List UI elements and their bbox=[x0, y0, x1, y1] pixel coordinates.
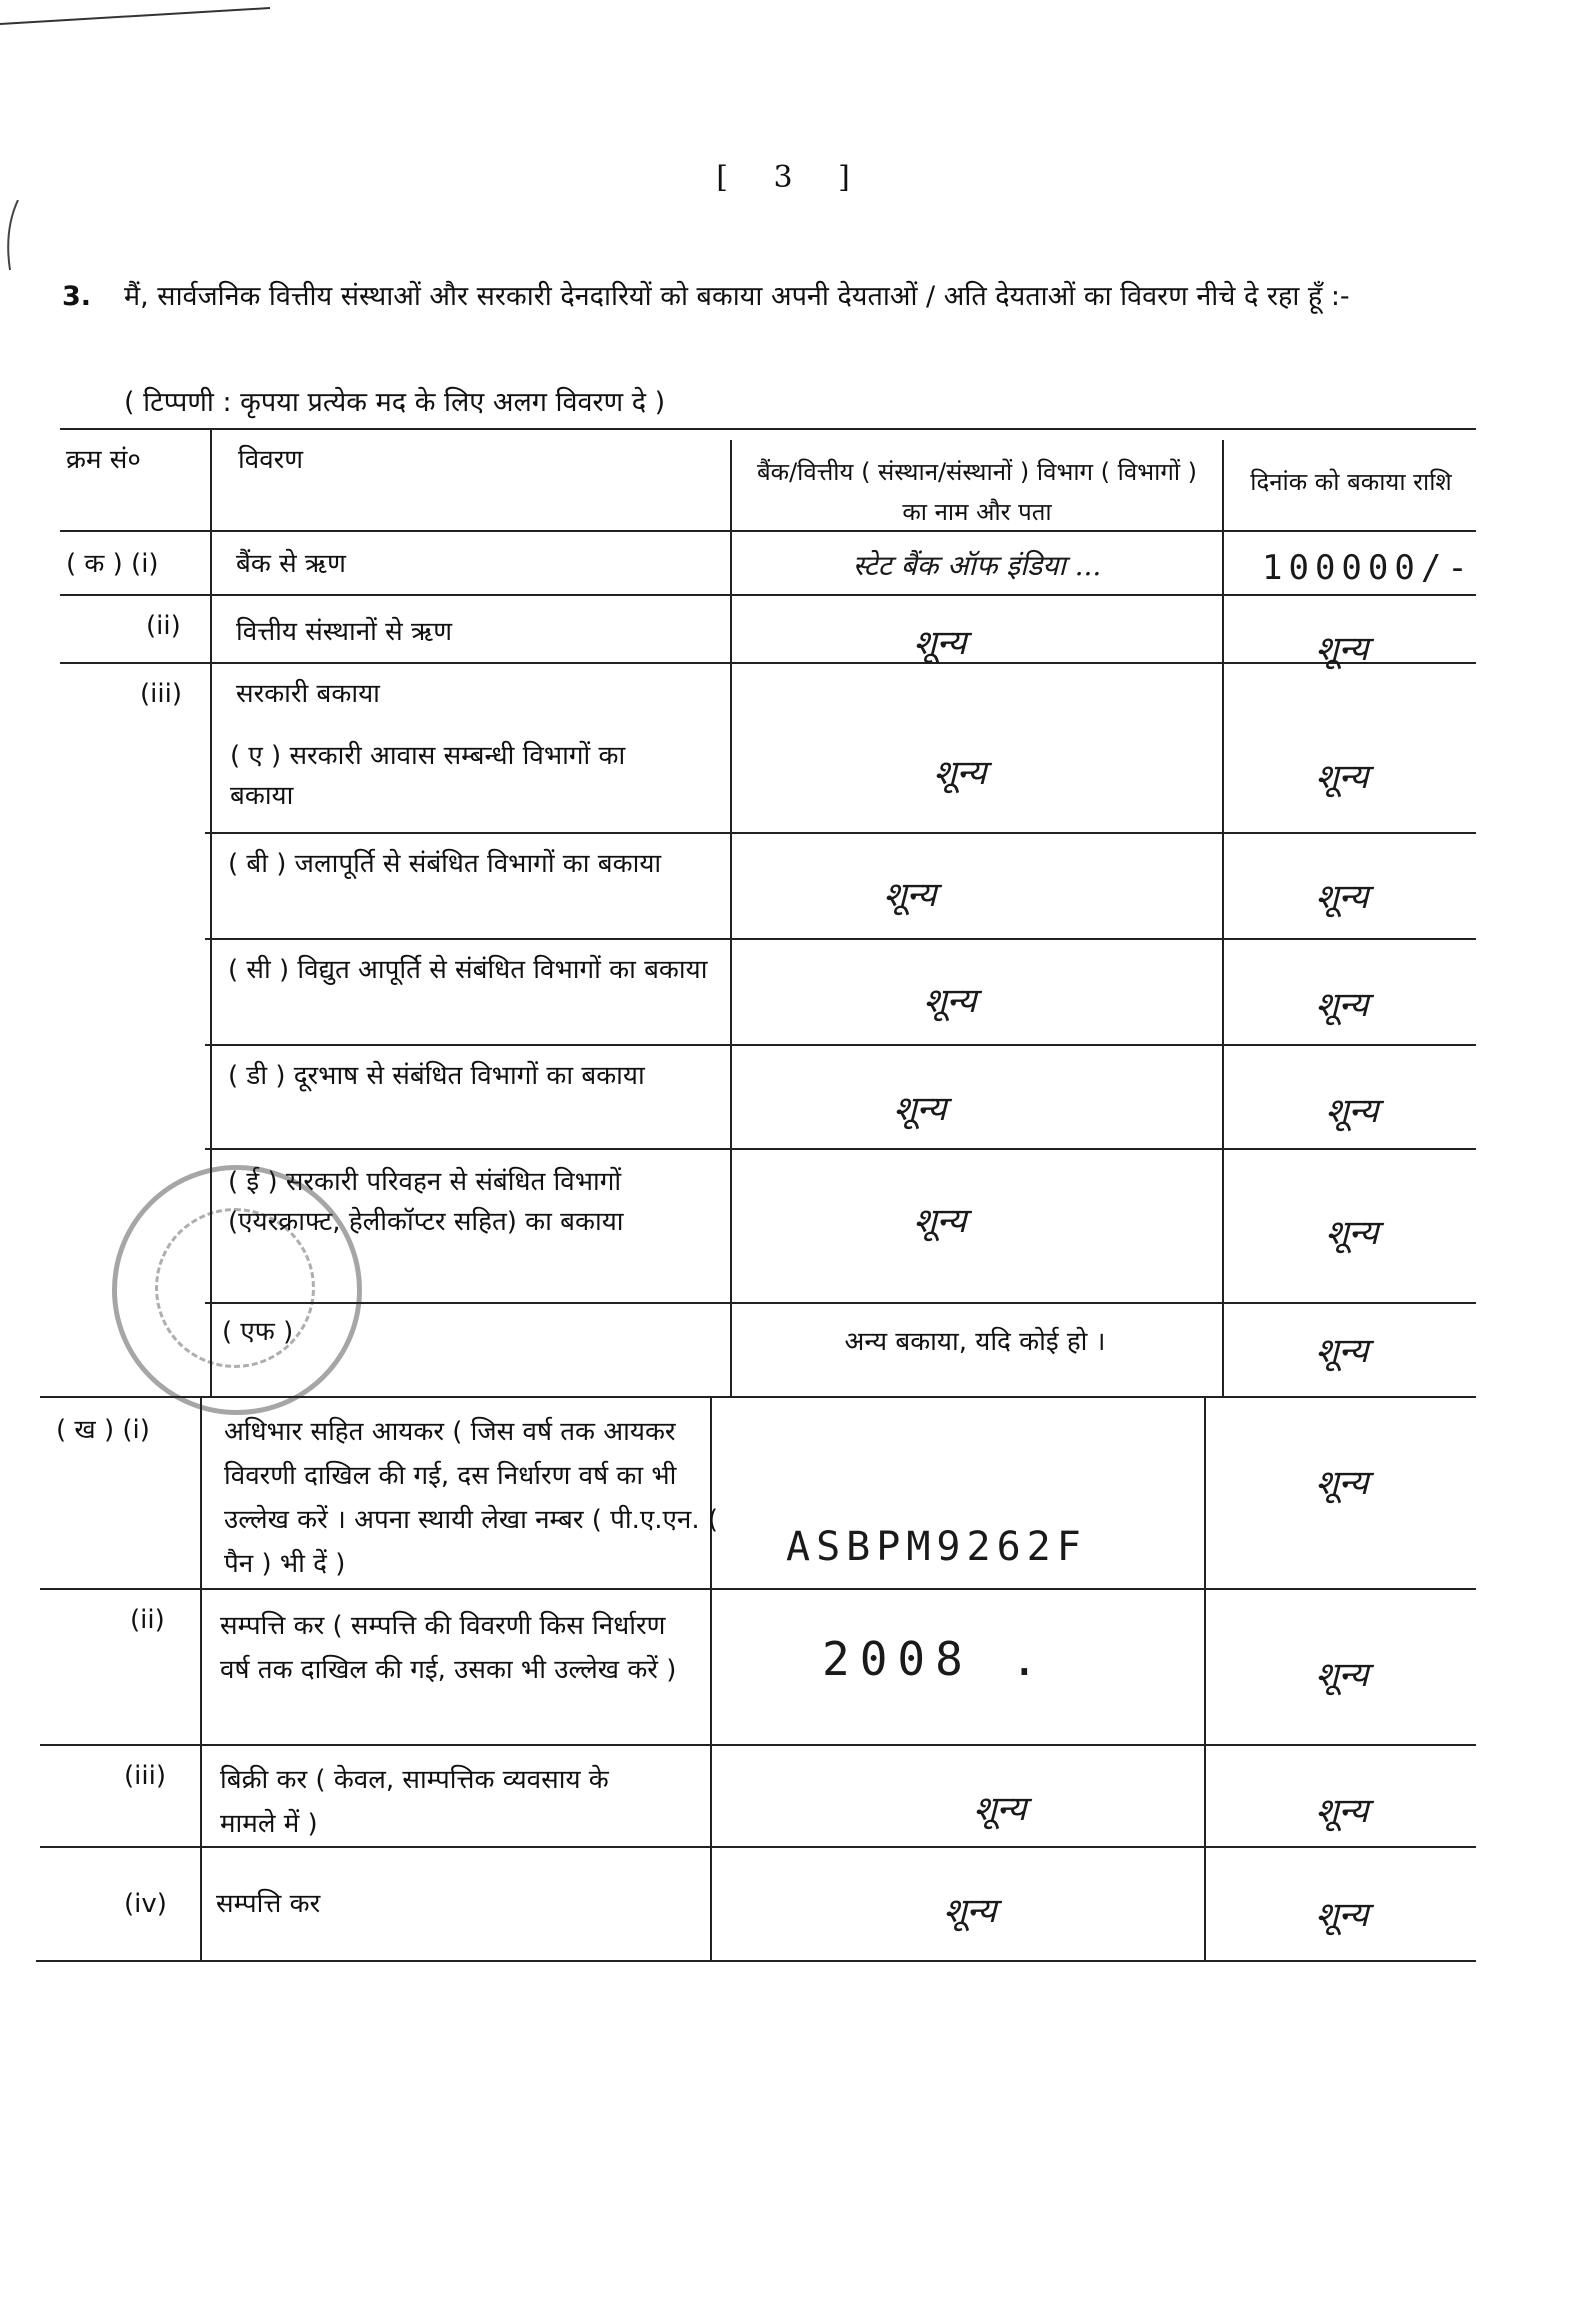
row-sno: (ii) bbox=[130, 1605, 165, 1635]
row-particulars: सम्पत्ति कर ( सम्पत्ति की विवरणी किस निर्धारण वर्ष तक दाखिल की गई, उसका भी उल्लेख करें ) bbox=[220, 1611, 677, 1685]
row-particulars: ( डी ) दूरभाष से संबंधित विभागों का बकाया bbox=[228, 1061, 645, 1091]
row-bank-value: शून्य bbox=[893, 1089, 947, 1129]
row-amount-value: शून्य bbox=[1325, 1091, 1379, 1131]
row-amount-value: शून्य bbox=[1315, 1331, 1369, 1371]
row-particulars: ( बी ) जलापूर्ति से संबंधित विभागों का बकाया bbox=[228, 849, 662, 879]
row-amount-value: शून्य bbox=[1315, 629, 1369, 669]
row-bank-value: अन्य बकाया, यदि कोई हो । bbox=[844, 1327, 1106, 1357]
row-amount-value: शून्य bbox=[1315, 1463, 1369, 1503]
intro-text: मैं, सार्वजनिक वित्तीय संस्थाओं और सरकारी देनदारियों को बकाया अपनी देयताओं / अति देयताओं का विवरण नीचे दे रहा हूँ :- bbox=[124, 281, 1350, 312]
header-particulars: विवरण bbox=[238, 445, 304, 475]
item-number: 3. bbox=[62, 281, 92, 312]
pan-number: ASBPM9262F bbox=[786, 1524, 1087, 1570]
page-number: [ 3 ] bbox=[716, 160, 868, 195]
row-sno: (iii) bbox=[140, 679, 182, 709]
row-bank-value: शून्य bbox=[913, 1201, 967, 1241]
header-amount: दिनांक को बकाया राशि bbox=[1250, 468, 1452, 496]
intro-paragraph bbox=[62, 274, 1502, 320]
row-particulars: वित्तीय संस्थानों से ऋण bbox=[236, 617, 452, 647]
row-bank-value: शून्य bbox=[943, 1891, 997, 1931]
row-sno: ( ख ) (i) bbox=[56, 1415, 150, 1445]
row-amount-value: शून्य bbox=[1315, 757, 1369, 797]
row-amount-value: शून्य bbox=[1315, 1895, 1369, 1935]
row-particulars: बैंक से ऋण bbox=[236, 549, 346, 579]
row-particulars: ( एफ ) bbox=[222, 1317, 294, 1347]
row-amount-value: शून्य bbox=[1315, 1791, 1369, 1831]
row-bank-value: शून्य bbox=[923, 981, 977, 1021]
scan-corner-mark bbox=[0, 0, 280, 40]
scan-edge-mark bbox=[0, 200, 24, 280]
row-amount-value: शून्य bbox=[1315, 877, 1369, 917]
row-amount-value: शून्य bbox=[1315, 985, 1369, 1025]
row-particulars: अधिभार सहित आयकर ( जिस वर्ष तक आयकर विवरणी दाखिल की गई, दस निर्धारण वर्ष का भी उल्लेख करें । अपना स्थायी लेखा नम्बर ( पी.ए.एन. ( पैन ) भी दें ) bbox=[224, 1417, 719, 1579]
row-amount-value: 100000/- bbox=[1262, 548, 1474, 588]
official-stamp bbox=[112, 1165, 362, 1415]
row-bank-value: शून्य bbox=[913, 623, 967, 663]
row-sno: ( क ) (i) bbox=[66, 549, 159, 579]
row-particulars: बिक्री कर ( केवल, साम्पत्तिक व्यवसाय के मामले में ) bbox=[220, 1765, 609, 1839]
intro-note: ( टिप्पणी : कृपया प्रत्येक मद के लिए अलग विवरण दे ) bbox=[124, 387, 666, 418]
row-particulars: ( ए ) सरकारी आवास सम्बन्धी विभागों का बकाया bbox=[230, 741, 626, 811]
header-bank: बैंक/वित्तीय ( संस्थान/संस्थानों ) विभाग ( विभागों ) का नाम और पता bbox=[756, 458, 1198, 526]
row-particulars: सरकारी बकाया bbox=[236, 679, 380, 709]
row-amount-value: शून्य bbox=[1325, 1213, 1379, 1253]
row-particulars: ( सी ) विद्युत आपूर्ति से संबंधित विभागों का बकाया bbox=[228, 955, 708, 985]
row-bank-value: शून्य bbox=[883, 875, 937, 915]
row-particulars: सम्पत्ति कर bbox=[216, 1889, 321, 1919]
row-sno: (iii) bbox=[124, 1761, 166, 1791]
row-sno: (iv) bbox=[124, 1889, 167, 1919]
row-particulars: ( ई ) सरकारी परिवहन से संबंधित विभागों (एयरक्राफ्ट, हेलीकॉप्टर सहित) का बकाया bbox=[228, 1167, 624, 1237]
row-bank-value: स्टेट बैंक ऑफ इंडिया ... bbox=[852, 549, 1102, 582]
row-bank-value: शून्य bbox=[933, 753, 987, 793]
header-sno: क्रम सं० bbox=[66, 445, 141, 475]
row-amount-value: शून्य bbox=[1315, 1655, 1369, 1695]
wealth-tax-year: 2008 . bbox=[822, 1632, 1049, 1686]
row-bank-value: शून्य bbox=[973, 1789, 1027, 1829]
row-sno: (ii) bbox=[146, 611, 181, 641]
